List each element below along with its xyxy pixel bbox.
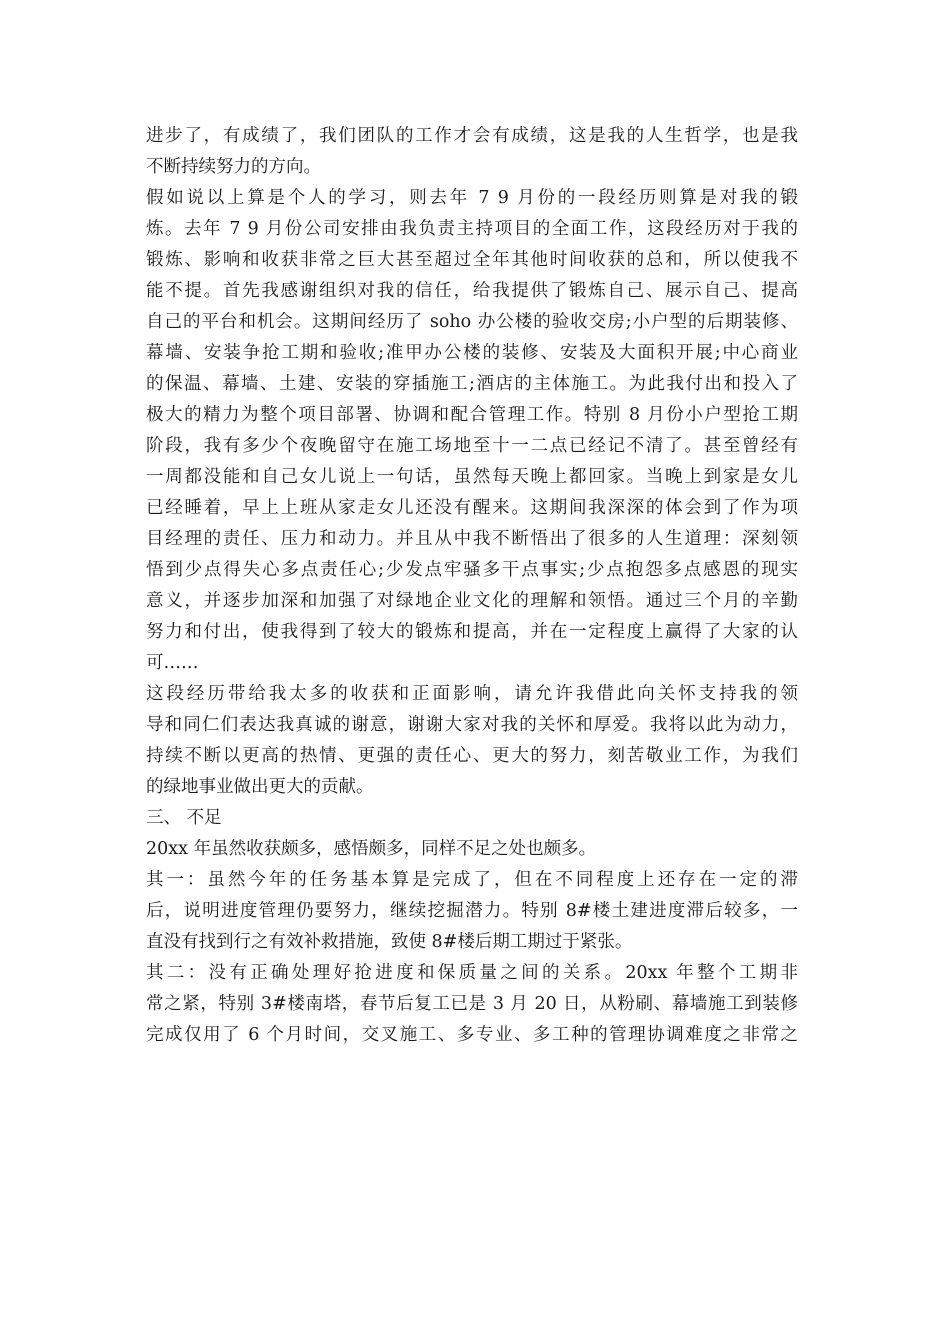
text-line: 假如说以上算是个人的学习，则去年 7 9 月份的一段经历则算是对我的锻	[146, 188, 798, 208]
text-line: 阶段，我有多少个夜晚留守在施工场地至十一二点已经记不清了。甚至曾经有	[146, 436, 798, 456]
text-line: 常之紧，特别 3#楼南塔，春节后复工已是 3 月 20 日，从粉刷、幕墙施工到装修	[146, 994, 798, 1014]
text-line: 其一：虽然今年的任务基本算是完成了，但在不同程度上还存在一定的滞	[146, 870, 798, 890]
text-line: 的保温、幕墙、土建、安装的穿插施工;酒店的主体施工。为此我付出和投入了	[146, 374, 798, 394]
text-line: 锻炼、影响和收获非常之巨大甚至超过全年其他时间收获的总和，所以使我不	[146, 250, 798, 270]
text-line: 不断持续努力的方向。	[146, 157, 321, 177]
text-line: 的绿地事业做出更大的贡献。	[146, 777, 374, 797]
text-line: 意义，并逐步加深和加强了对绿地企业文化的理解和领悟。通过三个月的辛勤	[146, 591, 798, 611]
text-line: 后，说明进度管理仍要努力，继续挖掘潜力。特别 8#楼土建进度滞后较多，一	[146, 901, 798, 921]
text-line: 这段经历带给我太多的收获和正面影响，请允许我借此向关怀支持我的领	[146, 684, 798, 704]
paragraph	[146, 183, 798, 679]
document-page	[146, 121, 798, 1051]
paragraph	[146, 679, 798, 803]
text-line: 进步了，有成绩了，我们团队的工作才会有成绩，这是我的人生哲学，也是我	[146, 126, 798, 146]
text-line: 直没有找到行之有效补救措施，致使 8#楼后期工期过于紧张。	[146, 932, 633, 952]
text-line: 一周都没能和自己女儿说上一句话，虽然每天晚上都回家。当晚上到家是女儿	[146, 467, 798, 487]
text-line: 导和同仁们表达我真诚的谢意，谢谢大家对我的关怀和厚爱。我将以此为动力，	[146, 715, 798, 735]
paragraph	[146, 121, 798, 183]
paragraph	[146, 834, 798, 865]
text-line: 完成仅用了 6 个月时间，交叉施工、多专业、多工种的管理协调难度之非常之	[146, 1025, 798, 1045]
text-line: 三、 不足	[146, 808, 222, 828]
text-line: 可……	[146, 653, 199, 673]
text-line: 持续不断以更高的热情、更强的责任心、更大的努力，刻苦敬业工作，为我们	[146, 746, 798, 766]
paragraph	[146, 958, 798, 1051]
text-line: 20xx 年虽然收获颇多，感悟颇多，同样不足之处也颇多。	[146, 839, 597, 859]
text-line: 自己的平台和机会。这期间经历了 soho 办公楼的验收交房;小户型的后期装修、	[146, 312, 798, 332]
text-line: 幕墙、安装争抢工期和验收;准甲办公楼的装修、安装及大面积开展;中心商业	[146, 343, 798, 363]
text-line: 能不提。首先我感谢组织对我的信任，给我提供了锻炼自己、展示自己、提高	[146, 281, 798, 301]
text-line: 极大的精力为整个项目部署、协调和配合管理工作。特别 8 月份小户型抢工期	[146, 405, 798, 425]
paragraph	[146, 803, 798, 834]
paragraph	[146, 865, 798, 958]
text-line: 悟到少点得失心多点责任心;少发点牢骚多干点事实;少点抱怨多点感恩的现实	[146, 560, 798, 580]
text-line: 努力和付出，使我得到了较大的锻炼和提高，并在一定程度上赢得了大家的认	[146, 622, 798, 642]
text-line: 已经睡着，早上上班从家走女儿还没有醒来。这期间我深深的体会到了作为项	[146, 498, 798, 518]
text-line: 目经理的责任、压力和动力。并且从中我不断悟出了很多的人生道理：深刻领	[146, 529, 798, 549]
text-line: 其二：没有正确处理好抢进度和保质量之间的关系。20xx 年整个工期非	[146, 963, 798, 983]
text-line: 炼。去年 7 9 月份公司安排由我负责主持项目的全面工作，这段经历对于我的	[146, 219, 798, 239]
